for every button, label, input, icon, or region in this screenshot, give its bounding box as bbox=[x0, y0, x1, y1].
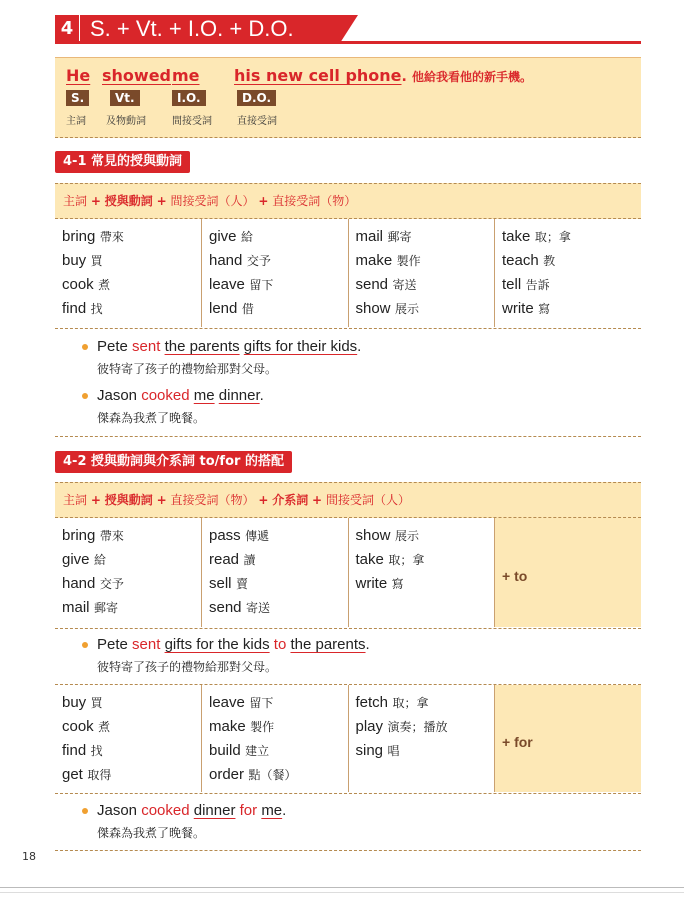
verb-entry: bring 帶來 bbox=[62, 228, 124, 245]
example-word-do-wrap bbox=[234, 66, 532, 85]
verb-entry: buy 買 bbox=[62, 252, 103, 269]
formula-part: 授與動詞 bbox=[104, 194, 153, 208]
verb-column bbox=[348, 219, 495, 327]
verb-entry: find 找 bbox=[62, 300, 103, 317]
example-translation-2: 傑森為我煮了晚餐。 bbox=[97, 411, 206, 425]
verb-entry: give 給 bbox=[209, 228, 253, 245]
example-translation-1: 彼特寄了孩子的禮物給那對父母。 bbox=[97, 362, 278, 376]
verb-entry: lend 借 bbox=[209, 300, 254, 317]
example-sentence-2: Jason cooked me dinner. bbox=[97, 387, 264, 404]
tag-label-subject: 主詞 bbox=[66, 116, 86, 127]
tag-label-io: 間接受詞 bbox=[172, 116, 212, 127]
verb-entry: take 取；拿 bbox=[502, 228, 571, 245]
example-sentence-4: Jason cooked dinner for me. bbox=[97, 802, 287, 819]
formula-4-2: 主詞 + 授與動詞 + 直接受詞（物） + 介系詞 + 間接受詞（人） bbox=[55, 482, 641, 518]
verb-column bbox=[55, 219, 202, 327]
section-number: 4 bbox=[55, 15, 79, 43]
verb-entry: mail 郵寄 bbox=[62, 599, 118, 616]
example-sentence-1: Pete sent the parents gifts for their kids. bbox=[97, 338, 362, 355]
verb-entry: show 展示 bbox=[355, 527, 419, 544]
title-corner bbox=[340, 15, 358, 43]
verb-entry: build 建立 bbox=[209, 742, 270, 759]
verb-column bbox=[348, 518, 495, 627]
page-title: S. + Vt. + I.O. + D.O. bbox=[80, 15, 340, 43]
verb-column bbox=[55, 518, 202, 627]
example-sentence-3: Pete sent gifts for the kids to the parents. bbox=[97, 636, 370, 653]
formula-part: 主詞 bbox=[63, 194, 88, 208]
verb-entry: hand 交予 bbox=[209, 252, 271, 269]
verb-column bbox=[348, 685, 495, 792]
verb-entry: bring 帶來 bbox=[62, 527, 124, 544]
verb-entry: play 演奏；播放 bbox=[355, 718, 448, 735]
verb-entry: make 製作 bbox=[355, 252, 421, 269]
verb-entry: buy 買 bbox=[62, 694, 103, 711]
verb-entry: leave 留下 bbox=[209, 276, 274, 293]
example-word-verb-wrap bbox=[102, 66, 171, 85]
example-word-do: his new cell phone bbox=[234, 66, 402, 85]
tag-label-do: 直接受詞 bbox=[237, 116, 277, 127]
verb-entry: give 給 bbox=[62, 551, 106, 568]
footer-rule bbox=[0, 887, 684, 888]
verb-entry: read 讀 bbox=[209, 551, 256, 568]
example-tail-en: . bbox=[401, 69, 407, 85]
divider bbox=[55, 850, 641, 851]
formula-plus: + bbox=[258, 194, 269, 208]
verb-entry: cook 煮 bbox=[62, 276, 111, 293]
formula-plus: + bbox=[90, 194, 101, 208]
verb-entry: cook 煮 bbox=[62, 718, 111, 735]
bullet-icon bbox=[82, 393, 88, 399]
title-underline bbox=[55, 41, 641, 44]
bullet-icon bbox=[82, 808, 88, 814]
example-word-subject: He bbox=[66, 66, 91, 85]
verb-entry: pass 傳遞 bbox=[209, 527, 270, 544]
formula-part: 直接受詞（物） bbox=[272, 194, 357, 208]
verb-column bbox=[202, 219, 349, 327]
formula-plus: + bbox=[156, 194, 167, 208]
formula-part: 間接受詞（人） bbox=[170, 194, 255, 208]
verb-entry: hand 交予 bbox=[62, 575, 124, 592]
verb-entry: sell 賣 bbox=[209, 575, 248, 592]
verb-entry: tell 告訴 bbox=[502, 276, 550, 293]
tag-verb: Vt. bbox=[110, 90, 140, 106]
verb-column bbox=[202, 518, 349, 627]
example-translation-4: 傑森為我煮了晚餐。 bbox=[97, 826, 206, 840]
verb-column bbox=[55, 685, 202, 792]
preposition-for: + for bbox=[495, 685, 642, 792]
verb-entry: take 取；拿 bbox=[355, 551, 425, 568]
tag-subject: S. bbox=[66, 90, 89, 106]
example-word-io-wrap bbox=[172, 66, 200, 85]
tag-do: D.O. bbox=[237, 90, 276, 106]
bullet-icon bbox=[82, 344, 88, 350]
bullet-icon bbox=[82, 642, 88, 648]
verb-table-for bbox=[55, 685, 641, 794]
tag-io: I.O. bbox=[172, 90, 206, 106]
preposition-to: + to bbox=[495, 518, 642, 627]
verb-entry: get 取得 bbox=[62, 766, 112, 783]
verb-entry: write 寫 bbox=[355, 575, 404, 592]
section-heading-4-1: 4-1 常見的授與動詞 bbox=[55, 151, 190, 173]
verb-column bbox=[202, 685, 349, 792]
verb-entry: find 找 bbox=[62, 742, 103, 759]
verb-entry: send 寄送 bbox=[355, 276, 417, 293]
verb-entry: show 展示 bbox=[355, 300, 419, 317]
example-translation: 他給我看他的新手機。 bbox=[411, 70, 532, 84]
example-word-verb: showed bbox=[102, 66, 171, 85]
formula-4-1 bbox=[55, 183, 641, 219]
example-word-io: me bbox=[172, 66, 200, 85]
example-translation-3: 彼特寄了孩子的禮物給那對父母。 bbox=[97, 660, 278, 674]
verb-entry: sing 唱 bbox=[355, 742, 400, 759]
verb-entry: teach 教 bbox=[502, 252, 556, 269]
verb-entry: order 點（餐） bbox=[209, 766, 297, 783]
verb-entry: fetch 取；拿 bbox=[355, 694, 429, 711]
page-number: 18 bbox=[22, 850, 36, 863]
example-sentence bbox=[66, 66, 90, 85]
verb-entry: make 製作 bbox=[209, 718, 275, 735]
footer-rule bbox=[0, 892, 684, 893]
divider bbox=[55, 436, 641, 437]
verb-entry: mail 郵寄 bbox=[355, 228, 412, 245]
tag-label-verb: 及物動詞 bbox=[106, 116, 146, 127]
verb-table-to bbox=[55, 518, 641, 629]
verb-entry: write 寫 bbox=[502, 300, 551, 317]
verb-entry: leave 留下 bbox=[209, 694, 274, 711]
verb-column bbox=[495, 219, 642, 327]
section-heading-4-2: 4-2 授與動詞與介系詞 to/for 的搭配 bbox=[55, 451, 292, 473]
verb-entry: send 寄送 bbox=[209, 599, 270, 616]
verb-table-4-1 bbox=[55, 219, 641, 329]
